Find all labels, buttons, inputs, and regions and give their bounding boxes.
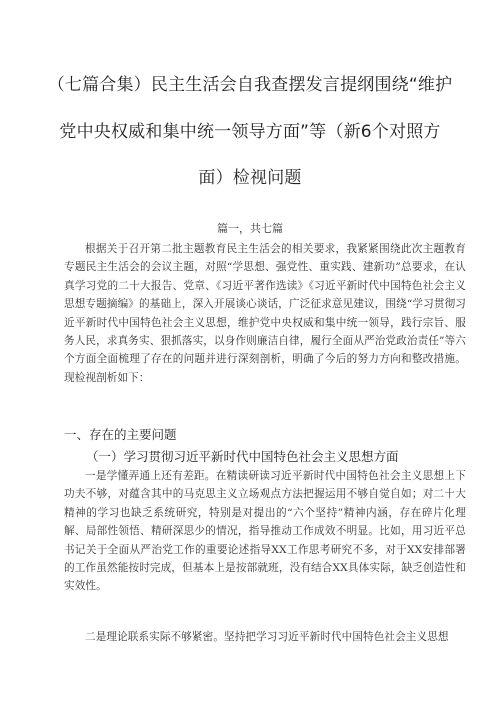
document-title-line-2: 党中央权威和集中统一领导方面”等（新6个对照方 — [59, 122, 441, 142]
subsection-heading: （一）学习贯彻习近平新时代中国特色社会主义思想方面 — [86, 449, 399, 464]
document-title-line-1: （七篇合集）民主生活会自我查摆发言提纲围绕“维护 — [47, 75, 453, 95]
intro-paragraph: 根据关于召开第二批主题教育民主生活会的相关要求，我紧紧围绕此次主题教育专题民主生活会的会议主题，对照“学思想、强党性、重实践、建新功”总要求，在认真学习党的二十大报告、党章、《习近平著作选读》《习近平新时代中国特色社会主义思想专题摘编》的基础上，深入开展谈心谈话，广泛征求意见建议，围绕“学习贯彻习近平新时代中国特色社会主义思想，维护党中央权威和集中统一领导，践行宗旨、服务人民，求真务实、狠抓落实，以身作则廉洁自律，履行全面从严治党政治责任”等六个方面全面梳理了存在的问题并进行深刻剖析，明确了今后的努力方向和整改措施。现检视剖析如下： — [64, 243, 466, 384]
section-heading: 一、存在的主要问题 — [64, 427, 177, 442]
document-title-line-3: 面）检视问题 — [198, 168, 302, 188]
body-paragraph-1: 一是学懂弄通上还有差距。在精读研读习近平新时代中国特色社会主义思想上下功夫不够，对蕴含其中的马克思主义立场观点方法把握运用不够自觉自如；对二十大精神的学习也缺乏系统研究，特别是对提出的“六个坚持”精神内涵，存在碎片化理解、局部性领悟、精研深思少的情况，指导推动工作成效不明显。比如，用习近平总书记关于全面从严治党工作的重要论述指导XX工作思考研究不多，对于XX安排部署的工作虽然能按时完成，但基本上是按部就班，没有结合XX具体实际，缺乏创造性和实效性。 — [64, 470, 466, 593]
body-paragraph-2: 二是理论联系实际不够紧密。坚持把学习习近平新时代中国特色社会主义思想 — [85, 631, 449, 643]
document-subtitle: 篇一，共七篇 — [217, 222, 283, 235]
